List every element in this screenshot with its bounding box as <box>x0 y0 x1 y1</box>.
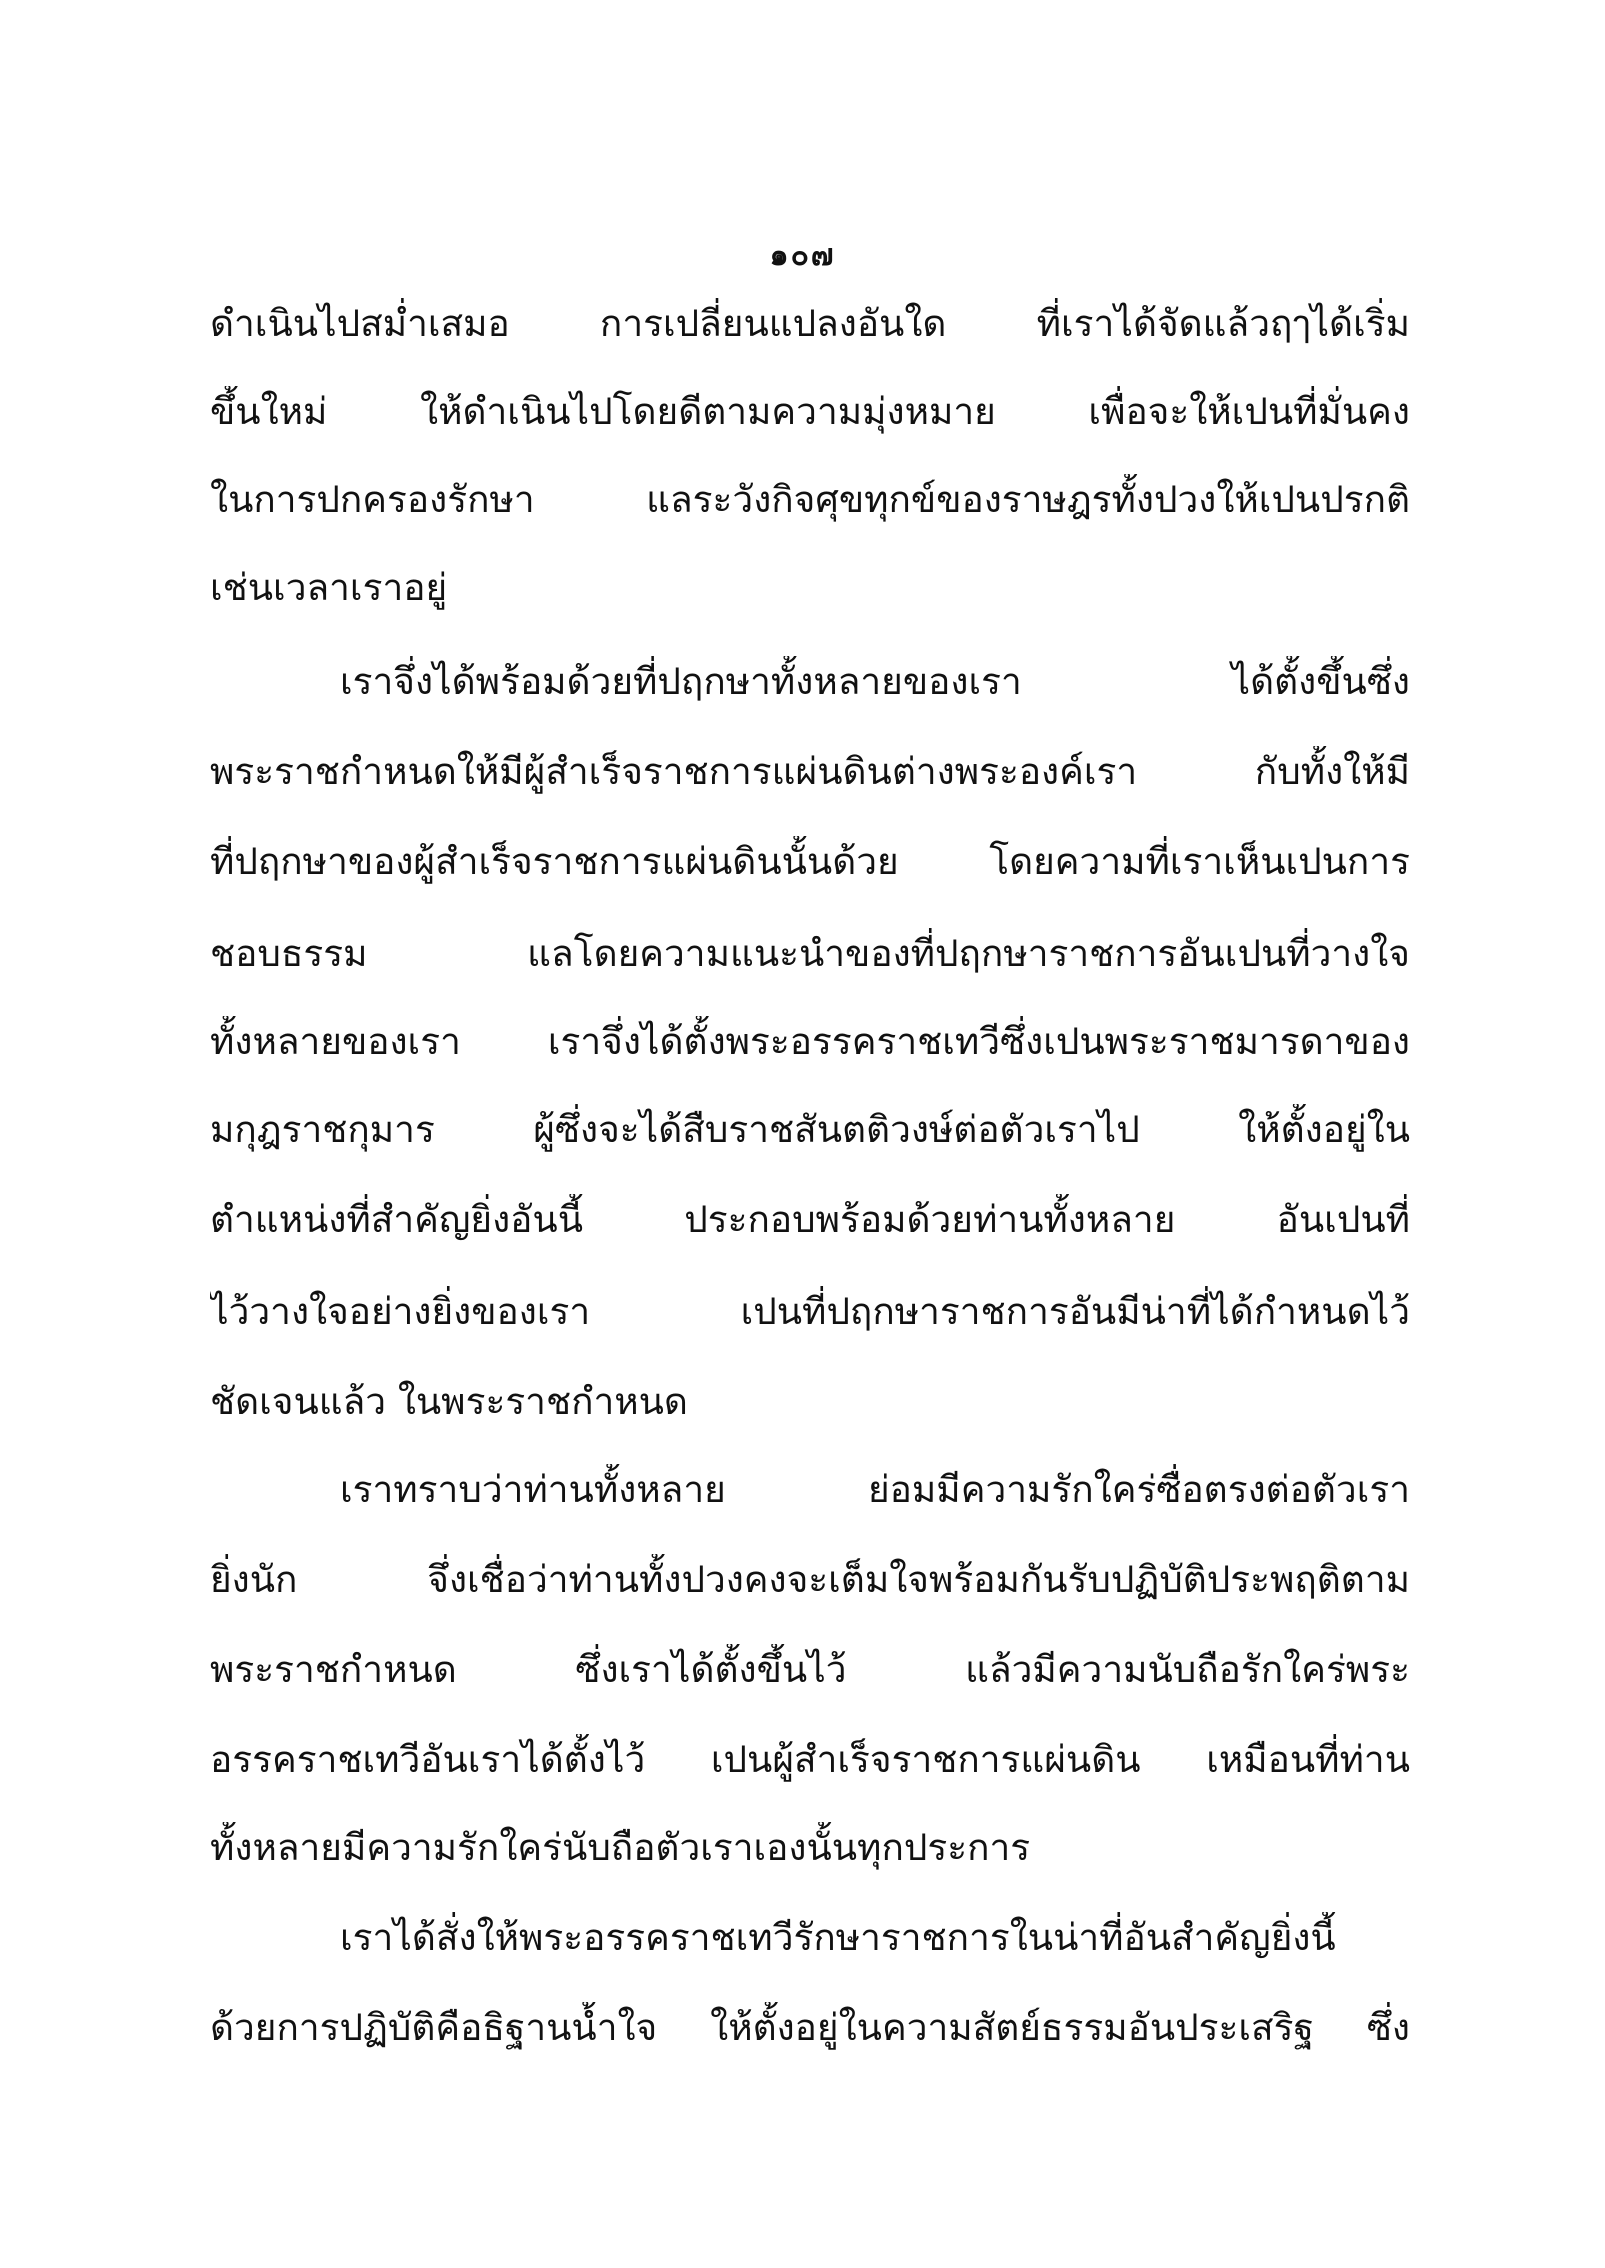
text-line: ที่ปฤกษาของผู้สำเร็จราชการแผ่นดินนั้นด้วย โดยความที่เราเห็นเปนการ <box>210 840 1410 883</box>
text-line: เช่นเวลาเราอยู่ <box>210 566 448 609</box>
text-line: ชอบธรรม แลโดยความแนะนำของที่ปฤกษาราชการอันเปนที่วางใจ <box>210 932 1410 975</box>
text-line: ชัดเจนแล้ว ในพระราชกำหนด <box>210 1380 688 1423</box>
page-number: ๑๐๗ <box>769 238 836 273</box>
text-line: ยิ่งนัก จึ่งเชื่อว่าท่านทั้งปวงคงจะเต็มใจพร้อมกันรับปฏิบัติประพฤติตาม <box>210 1558 1410 1601</box>
text-line: เราได้สั่งให้พระอรรคราชเทวีรักษาราชการในน่าที่อันสำคัญยิ่งนี้ <box>340 1916 1336 1959</box>
text-line: เราจึ่งได้พร้อมด้วยที่ปฤกษาทั้งหลายของเรา ได้ตั้งขึ้นซึ่ง <box>340 660 1410 703</box>
text-line: ขึ้นใหม่ ให้ดำเนินไปโดยดีตามความมุ่งหมาย เพื่อจะให้เปนที่มั่นคง <box>210 390 1410 433</box>
text-line: ทั้งหลายมีความรักใคร่นับถือตัวเราเองนั้นทุกประการ <box>210 1826 1031 1869</box>
text-line: ในการปกครองรักษา แลระวังกิจศุขทุกข์ของราษฎรทั้งปวงให้เปนปรกติ <box>210 478 1410 521</box>
text-line: อรรคราชเทวีอันเราได้ตั้งไว้ เปนผู้สำเร็จราชการแผ่นดิน เหมือนที่ท่าน <box>210 1738 1410 1781</box>
text-line: ไว้วางใจอย่างยิ่งของเรา เปนที่ปฤกษาราชการอันมีน่าที่ได้กำหนดไว้ <box>210 1290 1410 1333</box>
text-line: มกุฎราชกุมาร ผู้ซึ่งจะได้สืบราชสันตติวงษ์ต่อตัวเราไป ให้ตั้งอยู่ใน <box>210 1108 1410 1151</box>
text-line: พระราชกำหนดให้มีผู้สำเร็จราชการแผ่นดินต่างพระองค์เรา กับทั้งให้มี <box>210 750 1410 793</box>
text-line: พระราชกำหนด ซึ่งเราได้ตั้งขึ้นไว้ แล้วมีความนับถือรักใคร่พระ <box>210 1648 1410 1691</box>
text-line: เราทราบว่าท่านทั้งหลาย ย่อมมีความรักใคร่ซื่อตรงต่อตัวเรา <box>340 1468 1410 1511</box>
text-line: ตำแหน่งที่สำคัญยิ่งอันนี้ ประกอบพร้อมด้วยท่านทั้งหลาย อันเปนที่ <box>210 1198 1410 1241</box>
text-line: ด้วยการปฏิบัติคือธิฐานน้ำใจ ให้ตั้งอยู่ในความสัตย์ธรรมอันประเสริฐ ซึ่ง <box>210 2006 1410 2049</box>
text-line: ทั้งหลายของเรา เราจึ่งได้ตั้งพระอรรคราชเทวีซึ่งเปนพระราชมารดาของ <box>210 1020 1410 1063</box>
text-line: ดำเนินไปสม่ำเสมอ การเปลี่ยนแปลงอันใด ที่เราได้จัดแล้วฤๅได้เริ่ม <box>210 302 1410 345</box>
